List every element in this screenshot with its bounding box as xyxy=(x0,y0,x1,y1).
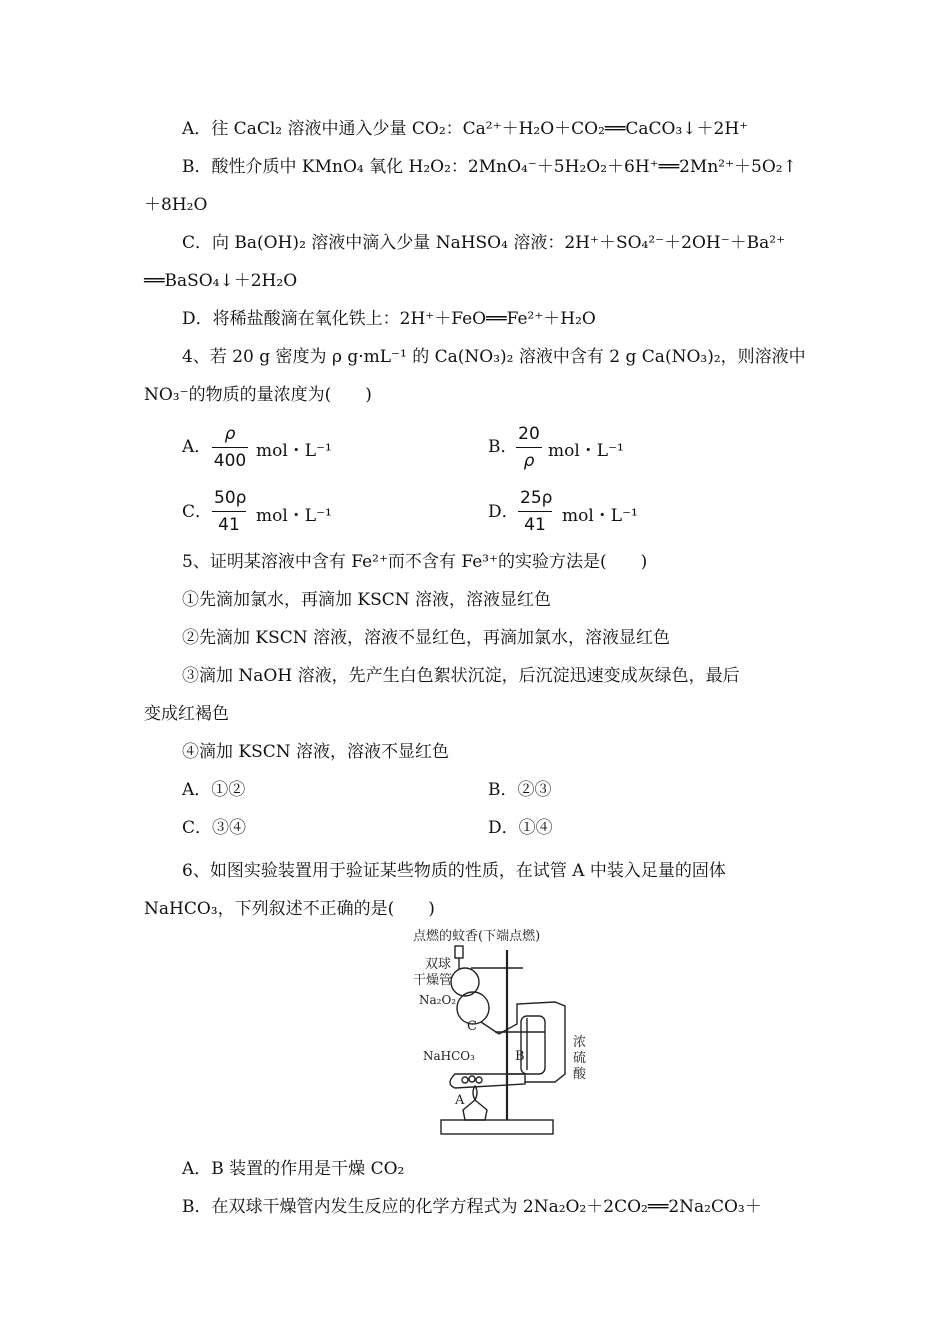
q4-stem-line1: 4、若 20 g 密度为 ρ g·mL⁻¹ 的 Ca(NO₃)₂ 溶液中含有 2 g Ca(NO₃)₂，则溶液中 xyxy=(182,347,806,367)
q5-stem: 5、证明某溶液中含有 Fe²⁺而不含有 Fe³⁺的实验方法是( ) xyxy=(182,552,648,572)
figure-label-dryer-2: 干燥管 xyxy=(413,973,453,988)
q4-option-c-unit: mol・L⁻¹ xyxy=(256,506,332,526)
q4-option-a-fraction xyxy=(212,424,248,471)
q4-option-b-label: B． xyxy=(488,437,518,457)
q5-item-2: ②先滴加 KSCN 溶液，溶液不显红色，再滴加氯水，溶液显红色 xyxy=(182,628,671,648)
q5-item-1: ①先滴加氯水，再滴加 KSCN 溶液，溶液显红色 xyxy=(182,590,552,610)
q4-option-a-unit: mol・L⁻¹ xyxy=(256,441,332,461)
q4-option-c-denominator: 41 xyxy=(218,515,240,535)
fraction-bar xyxy=(518,511,552,512)
q6-option-a: A．B 装置的作用是干燥 CO₂ xyxy=(182,1159,405,1179)
q6-option-b: B．在双球干燥管内发生反应的化学方程式为 2Na₂O₂＋2CO₂══2Na₂CO₃＋ xyxy=(182,1197,762,1217)
q5-item-3: ③滴加 NaOH 溶液，先产生白色絮状沉淀，后沉淀迅速变成灰绿色，最后 xyxy=(182,666,740,686)
q3-option-a: A．往 CaCl₂ 溶液中通入少量 CO₂：Ca²⁺＋H₂O＋CO₂══CaCO₃↓＋2H⁺ xyxy=(182,119,749,139)
q6-stem-line1: 6、如图实验装置用于验证某些物质的性质，在试管 A 中装入足量的固体 xyxy=(182,861,726,881)
q4-option-d-denominator: 41 xyxy=(524,515,546,535)
alcohol-lamp-icon xyxy=(463,1100,487,1120)
figure-label-acid-3: 酸 xyxy=(573,1067,587,1082)
stand-base xyxy=(441,1120,553,1134)
q4-option-b-unit: mol・L⁻¹ xyxy=(548,441,624,461)
q4-option-c-fraction xyxy=(212,488,246,535)
figure-label-top: 点燃的蚊香(下端点燃) xyxy=(413,929,541,944)
figure-label-a: A xyxy=(455,1093,465,1108)
q4-option-a-label: A． xyxy=(182,437,212,457)
q5-option-a: A．①② xyxy=(182,780,246,800)
q5-option-b: B．②③ xyxy=(488,780,552,800)
q5-option-c: C．③④ xyxy=(182,818,247,838)
q4-option-c-label: C． xyxy=(182,502,213,522)
q5-item-3-cont: 变成红褐色 xyxy=(144,704,229,724)
q3-option-b-line1: B．酸性介质中 KMnO₄ 氧化 H₂O₂：2MnO₄⁻＋5H₂O₂＋6H⁺══2Mn²⁺＋5O₂↑ xyxy=(182,157,797,177)
q4-option-c-numerator: 50ρ xyxy=(214,488,247,508)
figure-label-nahco3: NaHCO₃ xyxy=(423,1049,475,1063)
q4-option-d-unit: mol・L⁻¹ xyxy=(562,506,638,526)
figure-label-b: B xyxy=(515,1049,525,1064)
incense-icon xyxy=(455,946,463,958)
q5-item-4: ④滴加 KSCN 溶液，溶液不显红色 xyxy=(182,742,450,762)
figure-label-c: C xyxy=(467,1019,477,1034)
q6-stem-line2: NaHCO₃，下列叙述不正确的是( ) xyxy=(144,899,435,919)
q4-option-a-numerator: ρ xyxy=(224,424,236,444)
q4-option-b-numerator: 20 xyxy=(518,424,540,444)
fraction-bar xyxy=(212,447,248,448)
fraction-bar xyxy=(212,511,246,512)
figure-label-na2o2: Na₂O₂ xyxy=(419,993,457,1007)
fraction-bar xyxy=(516,447,542,448)
q3-option-b-line2: ＋8H₂O xyxy=(144,195,208,215)
q4-option-b-denominator: ρ xyxy=(523,451,535,471)
q4-option-b-fraction xyxy=(516,424,542,471)
q4-option-a-denominator: 400 xyxy=(213,451,247,471)
q3-option-d: D．将稀盐酸滴在氧化铁上：2H⁺＋FeO══Fe²⁺＋H₂O xyxy=(182,309,596,329)
q4-option-d-fraction xyxy=(518,488,552,535)
q3-option-c-line1: C．向 Ba(OH)₂ 溶液中滴入少量 NaHSO₄ 溶液：2H⁺＋SO₄²⁻＋2OH⁻＋Ba²⁺ xyxy=(182,233,786,253)
q3-option-c-line2: ══BaSO₄↓＋2H₂O xyxy=(144,271,298,291)
test-tube-a xyxy=(450,1074,525,1088)
wash-bottle-b xyxy=(521,1016,545,1074)
q4-option-d-label: D． xyxy=(488,502,519,522)
apparatus-figure xyxy=(405,924,605,1140)
figure-label-acid-2: 硫 xyxy=(573,1051,587,1066)
q5-option-d: D．①④ xyxy=(488,818,553,838)
figure-label-acid-1: 浓 xyxy=(573,1035,587,1050)
q4-option-d-numerator: 25ρ xyxy=(520,488,553,508)
q4-stem-line2: NO₃⁻的物质的量浓度为( ) xyxy=(144,385,372,405)
figure-label-dryer-1: 双球 xyxy=(425,957,452,972)
